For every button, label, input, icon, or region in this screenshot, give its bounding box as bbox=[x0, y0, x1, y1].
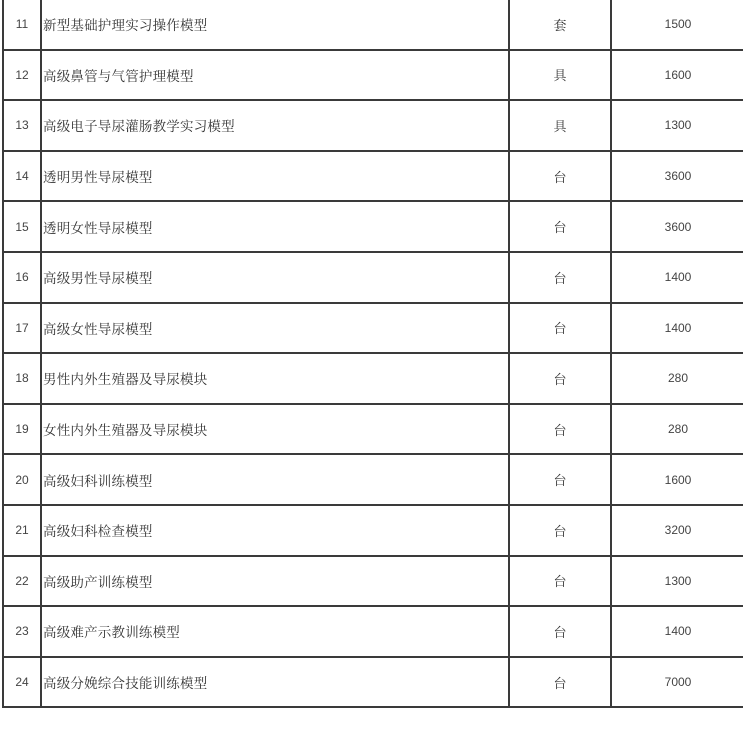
row-number: 13 bbox=[3, 100, 41, 151]
item-unit: 台 bbox=[509, 201, 611, 252]
item-unit: 台 bbox=[509, 151, 611, 202]
item-unit: 台 bbox=[509, 606, 611, 657]
item-price: 280 bbox=[611, 353, 743, 404]
row-number: 14 bbox=[3, 151, 41, 202]
item-name: 透明男性导尿模型 bbox=[41, 151, 509, 202]
item-unit: 套 bbox=[509, 0, 611, 50]
item-name: 高级分娩综合技能训练模型 bbox=[41, 657, 509, 708]
table-body bbox=[3, 0, 743, 707]
item-name: 男性内外生殖器及导尿模块 bbox=[41, 353, 509, 404]
item-unit: 台 bbox=[509, 353, 611, 404]
item-name: 高级女性导尿模型 bbox=[41, 303, 509, 354]
item-name: 高级男性导尿模型 bbox=[41, 252, 509, 303]
item-price: 3600 bbox=[611, 201, 743, 252]
item-name: 高级妇科训练模型 bbox=[41, 454, 509, 505]
table-row bbox=[3, 0, 743, 50]
item-price: 1600 bbox=[611, 454, 743, 505]
table-row bbox=[3, 657, 743, 708]
item-price: 1300 bbox=[611, 556, 743, 607]
item-unit: 台 bbox=[509, 505, 611, 556]
item-unit: 台 bbox=[509, 252, 611, 303]
item-price: 1400 bbox=[611, 606, 743, 657]
item-name: 女性内外生殖器及导尿模块 bbox=[41, 404, 509, 455]
item-price: 1500 bbox=[611, 0, 743, 50]
item-price: 7000 bbox=[611, 657, 743, 708]
item-unit: 台 bbox=[509, 556, 611, 607]
row-number: 24 bbox=[3, 657, 41, 708]
table-row bbox=[3, 303, 743, 354]
item-unit: 台 bbox=[509, 454, 611, 505]
item-name: 透明女性导尿模型 bbox=[41, 201, 509, 252]
table-row bbox=[3, 404, 743, 455]
item-unit: 台 bbox=[509, 303, 611, 354]
row-number: 23 bbox=[3, 606, 41, 657]
item-price: 1400 bbox=[611, 303, 743, 354]
table-row bbox=[3, 252, 743, 303]
row-number: 17 bbox=[3, 303, 41, 354]
table-row bbox=[3, 505, 743, 556]
item-name: 高级电子导尿灌肠教学实习模型 bbox=[41, 100, 509, 151]
item-unit: 台 bbox=[509, 657, 611, 708]
item-name: 高级难产示教训练模型 bbox=[41, 606, 509, 657]
row-number: 18 bbox=[3, 353, 41, 404]
row-number: 21 bbox=[3, 505, 41, 556]
item-name: 高级助产训练模型 bbox=[41, 556, 509, 607]
item-name: 高级鼻管与气管护理模型 bbox=[41, 50, 509, 101]
table-row bbox=[3, 353, 743, 404]
table-row bbox=[3, 454, 743, 505]
table-row bbox=[3, 100, 743, 151]
item-name: 新型基础护理实习操作模型 bbox=[41, 0, 509, 50]
item-unit: 具 bbox=[509, 50, 611, 101]
item-name: 高级妇科检查模型 bbox=[41, 505, 509, 556]
row-number: 12 bbox=[3, 50, 41, 101]
table-row bbox=[3, 201, 743, 252]
table-row bbox=[3, 606, 743, 657]
row-number: 11 bbox=[3, 0, 41, 50]
item-price: 1300 bbox=[611, 100, 743, 151]
item-price: 3200 bbox=[611, 505, 743, 556]
item-unit: 台 bbox=[509, 404, 611, 455]
item-unit: 具 bbox=[509, 100, 611, 151]
row-number: 16 bbox=[3, 252, 41, 303]
row-number: 20 bbox=[3, 454, 41, 505]
table-row bbox=[3, 556, 743, 607]
table-row bbox=[3, 151, 743, 202]
item-price: 1400 bbox=[611, 252, 743, 303]
item-price: 1600 bbox=[611, 50, 743, 101]
row-number: 15 bbox=[3, 201, 41, 252]
item-price: 280 bbox=[611, 404, 743, 455]
table-row bbox=[3, 50, 743, 101]
row-number: 19 bbox=[3, 404, 41, 455]
item-price: 3600 bbox=[611, 151, 743, 202]
row-number: 22 bbox=[3, 556, 41, 607]
equipment-price-table bbox=[2, 0, 743, 708]
